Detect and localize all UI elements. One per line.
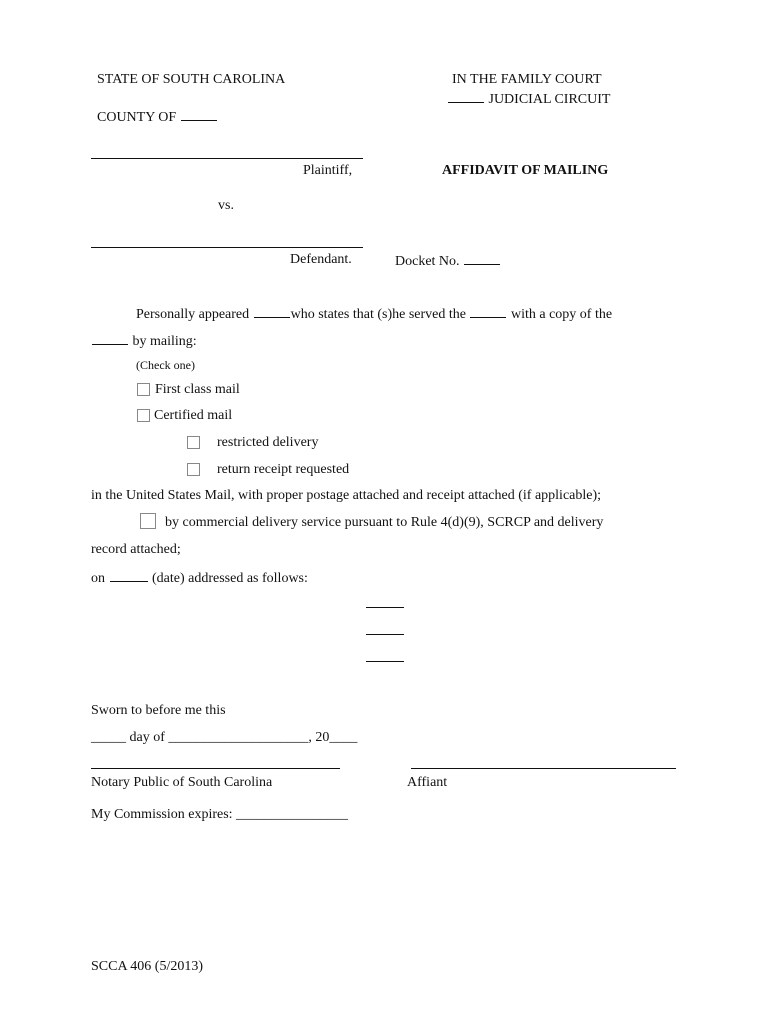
server-name-field[interactable]: [254, 304, 290, 318]
body-line-2: [91, 331, 197, 351]
date-addressed-text: (date) addressed as follows:: [152, 571, 308, 586]
date-row: [91, 568, 308, 588]
return-receipt-label: return receipt requested: [217, 462, 350, 477]
commercial-delivery-text: by commercial delivery service pursuant to Rule 4(d)(9), SCRCP and delivery: [165, 515, 604, 530]
on-label: on: [91, 571, 105, 586]
form-id: SCCA 406 (5/2013): [91, 959, 204, 974]
address-line-1[interactable]: [366, 607, 404, 608]
state-heading: STATE OF SOUTH CAROLINA: [97, 72, 286, 87]
record-attached-text: record attached;: [91, 542, 181, 557]
county-heading: [97, 107, 218, 127]
docket-label: Docket No.: [395, 254, 460, 269]
us-mail-text: in the United States Mail, with proper postage attached and receipt attached (if applicable);: [91, 488, 602, 503]
first-class-checkbox[interactable]: [137, 383, 150, 396]
document-title: AFFIDAVIT OF MAILING: [442, 163, 609, 178]
commission-expires[interactable]: My Commission expires: ________________: [91, 807, 349, 822]
served-text: who states that (s)he served the: [290, 307, 466, 322]
address-line-2[interactable]: [366, 634, 404, 635]
affiant-label: Affiant: [407, 775, 448, 790]
return-receipt-checkbox[interactable]: [187, 463, 200, 476]
plaintiff-label: Plaintiff,: [303, 163, 353, 178]
copy-document-field[interactable]: [92, 331, 128, 345]
affiant-signature-line[interactable]: [411, 768, 676, 769]
first-class-label: First class mail: [155, 382, 240, 397]
county-label: COUNTY OF: [97, 110, 177, 125]
plaintiff-line[interactable]: [91, 158, 363, 159]
commercial-delivery-checkbox[interactable]: [140, 513, 156, 529]
personally-appeared-text: Personally appeared: [136, 307, 250, 322]
defendant-label: Defendant.: [290, 252, 352, 267]
docket-number-field[interactable]: [464, 251, 500, 265]
circuit-number-field[interactable]: [448, 89, 484, 103]
sworn-text: Sworn to before me this: [91, 703, 226, 718]
copy-of-text: with a copy of the: [510, 307, 613, 322]
restricted-delivery-label: restricted delivery: [217, 435, 319, 450]
county-field[interactable]: [181, 107, 217, 121]
sworn-date-line[interactable]: _____ day of ____________________, 20____: [91, 730, 358, 745]
versus-label: vs.: [218, 198, 234, 213]
body-line-1: [136, 304, 612, 324]
certified-label: Certified mail: [154, 408, 233, 423]
defendant-line[interactable]: [91, 247, 363, 248]
document-served-field[interactable]: [470, 304, 506, 318]
court-heading: IN THE FAMILY COURT: [452, 72, 602, 87]
certified-checkbox[interactable]: [137, 409, 150, 422]
check-one-label: (Check one): [136, 358, 195, 372]
circuit-heading: [447, 89, 610, 109]
restricted-delivery-checkbox[interactable]: [187, 436, 200, 449]
circuit-label: JUDICIAL CIRCUIT: [488, 92, 611, 107]
notary-label: Notary Public of South Carolina: [91, 775, 273, 790]
docket-row: [395, 251, 501, 271]
address-line-3[interactable]: [366, 661, 404, 662]
by-mailing-text: by mailing:: [132, 334, 197, 349]
mailing-date-field[interactable]: [110, 568, 148, 582]
notary-signature-line[interactable]: [91, 768, 340, 769]
